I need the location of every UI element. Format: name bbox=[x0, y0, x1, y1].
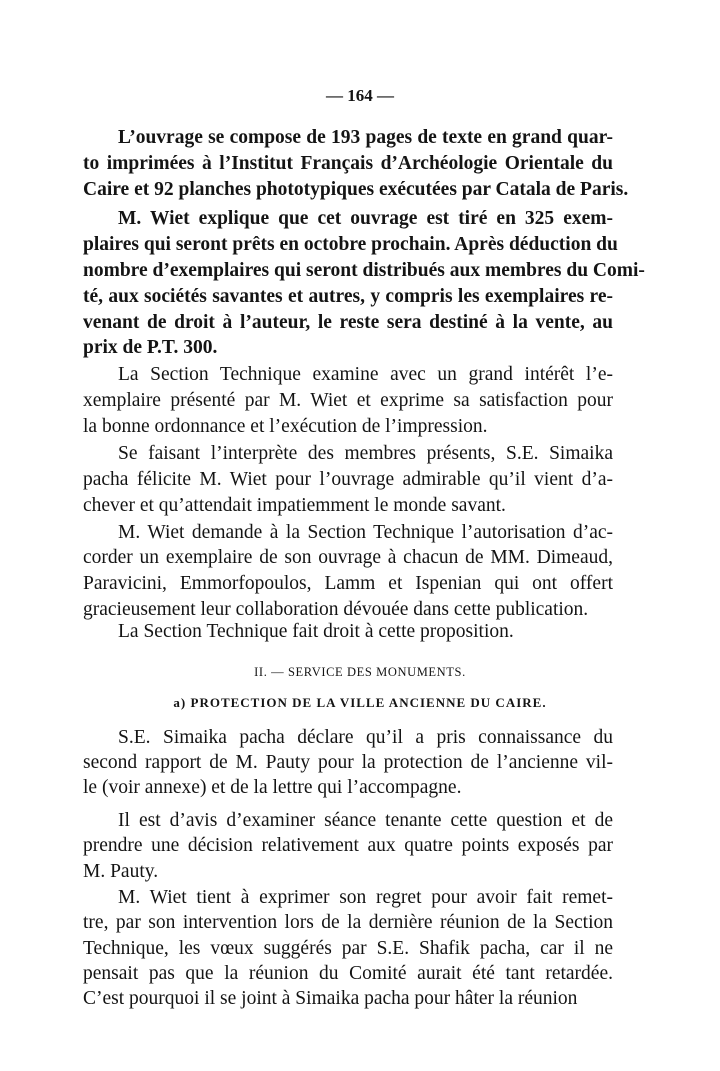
subsection-heading: a) PROTECTION DE LA VILLE ANCIENNE DU CAIRE. bbox=[173, 695, 547, 710]
text-line: La Section Technique examine avec un grand intérêt l’e- bbox=[118, 364, 613, 385]
text-line: gracieusement leur collaboration dévouée dans cette publication. bbox=[83, 599, 589, 620]
text-line: pacha félicite M. Wiet pour l’ouvrage admirable qu’il vient d’a- bbox=[83, 469, 613, 490]
text-line: to imprimées à l’Institut Français d’Archéologie Orientale du bbox=[83, 153, 613, 174]
text-line: venant de droit à l’auteur, le reste sera destiné à la vente, au bbox=[83, 312, 613, 333]
text-line: prendre une décision relativement aux quatre points exposés par bbox=[83, 835, 613, 856]
text-line: la bonne ordonnance et l’exécution de l’impression. bbox=[83, 416, 488, 437]
text-line: plaires qui seront prêts en octobre prochain. Après déduction du bbox=[83, 234, 618, 255]
text-line: xemplaire présenté par M. Wiet et exprime sa satisfaction pour bbox=[83, 390, 613, 411]
text-line: Il est d’avis d’examiner séance tenante cette question et de bbox=[118, 810, 613, 831]
text-line: le (voir annexe) et de la lettre qui l’accompagne. bbox=[83, 777, 462, 798]
text-line: M. Wiet demande à la Section Technique l’autorisation d’ac- bbox=[118, 522, 613, 543]
text-line: La Section Technique fait droit à cette proposition. bbox=[118, 621, 514, 642]
text-line: S.E. Simaika pacha déclare qu’il a pris connaissance du bbox=[118, 727, 613, 748]
page-number: — 164 — bbox=[326, 86, 394, 105]
text-line: Caire et 92 planches phototypiques exécutées par Catala de Paris. bbox=[83, 179, 629, 200]
text-line: M. Pauty. bbox=[83, 861, 159, 882]
text-line: Se faisant l’interprète des membres présents, S.E. Simaika bbox=[118, 443, 613, 464]
text-line: C’est pourquoi il se joint à Simaika pacha pour hâter la réunion bbox=[83, 988, 578, 1009]
text-line: tre, par son intervention lors de la dernière réunion de la Section bbox=[83, 912, 613, 933]
text-line: té, aux sociétés savantes et autres, y compris les exemplaires re- bbox=[83, 286, 613, 307]
text-line: Technique, les vœux suggérés par S.E. Shafik pacha, car il ne bbox=[83, 938, 613, 959]
section-heading: II. — SERVICE DES MONUMENTS. bbox=[254, 665, 466, 679]
text-line: M. Wiet explique que cet ouvrage est tiré en 325 exem- bbox=[118, 208, 613, 229]
text-line: L’ouvrage se compose de 193 pages de texte en grand quar- bbox=[118, 127, 613, 148]
text-line: nombre d’exemplaires qui seront distribués aux membres du Comi- bbox=[83, 260, 645, 281]
text-line: second rapport de M. Pauty pour la protection de l’ancienne vil- bbox=[83, 752, 613, 773]
text-line: corder un exemplaire de son ouvrage à chacun de MM. Dimeaud, bbox=[83, 547, 613, 568]
text-line: chever et qu’attendait impatiemment le monde savant. bbox=[83, 495, 506, 516]
text-line: prix de P.T. 300. bbox=[83, 337, 218, 358]
text-line: Paravicini, Emmorfopoulos, Lamm et Ispenian qui ont offert bbox=[83, 573, 613, 594]
text-line: pensait pas que la réunion du Comité aurait été tant retardée. bbox=[83, 963, 613, 984]
text-line: M. Wiet tient à exprimer son regret pour avoir fait remet- bbox=[118, 887, 613, 908]
